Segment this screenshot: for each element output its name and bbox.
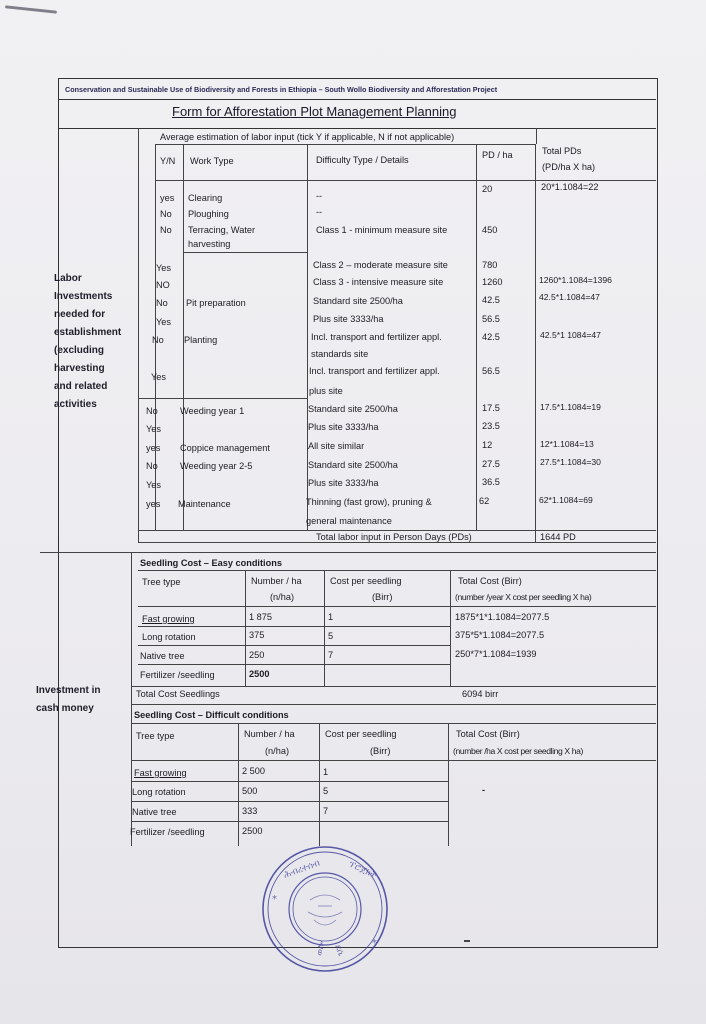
pen-mark — [5, 5, 57, 13]
labor-side-divider — [138, 128, 139, 542]
easy-row-line — [138, 626, 450, 627]
total-col-line — [535, 144, 536, 542]
total-pds-header: Total PDs — [542, 146, 582, 156]
cash-side-label: Investment in cash money — [36, 685, 101, 714]
planting-bottom-line — [138, 398, 307, 399]
easy-cost-header: Cost per seedling — [330, 576, 402, 586]
labor-side-label: Labor Investments needed for establishment (excluding harvesting and related activities — [54, 273, 122, 410]
pd-col-line — [476, 144, 477, 530]
difficult-total-subheader: (number /ha X cost per seedling X ha) — [453, 746, 583, 756]
cash-section-top — [40, 552, 656, 553]
project-header: Conservation and Sustainable Use of Biodiversity and Forests in Ethiopia – South Wollo Biodiversity and Afforestation Project — [58, 80, 656, 100]
easy-total-header: Total Cost (Birr) — [458, 576, 522, 586]
easy-total-value: 6094 birr — [462, 689, 499, 699]
caption-line — [155, 144, 536, 145]
difficult-row-line — [131, 781, 448, 782]
difficult-cost-subheader: (Birr) — [370, 746, 391, 756]
easy-total-bottom — [131, 704, 656, 705]
easy-row-line — [138, 664, 450, 665]
svg-text:ሕብረተሰብ: ሕብረተሰብ — [282, 858, 322, 881]
details-col-line — [307, 144, 308, 530]
document-page: Conservation and Sustainable Use of Biodiversity and Forests in Ethiopia – South Wollo Biodiversity and Afforestation Project Form for Afforestation Plot Management Planning Labor Investments needed for establishment (excluding harvesting and related activities Average estimation of labor input (tick Y if applicable, N if not applicable) Y/N Work Type Difficulty Type / Details PD / ha Total PDs (PD/ha X ha) 20 20*1.1084=22 yes Clearing -- No Ploughing -- No Terracing, Water Class 1 - minimum measure site 450 harvesting Yes Class 2 – moderate measure site 780 NO Class 3 - intensive measure site 1260 1260*1.1084=1396 No Pit preparation Standard site 2500/ha 42.5 42.5*1.1084=47 Yes Plus site 3333/ha 56.5 No Planting Incl. transport and fertilizer appl. 42.5 42.5*1 1084=47 standards site Yes Incl. transport and fertilizer appl. 56.5 plus site No Weeding year 1 Standard site 2500/ha 17.5 17.5*1.1084=19 Yes Plus site 3333/ha 23.5 yes Coppice management All site similar 12 12*1.1084=13 No Weeding year 2-5 Standard site 2500/ha 27.5 27.5*1.1084=30 Yes Plus site 3333/ha 36.5 yes Maintenance Thinning (fast grow), pruning & 62 62*1.1084=69 general maintenance Total labor input in Person Days (PDs) 1644 PD Investment in cash money Seedling Cost – Easy conditions Tree type Number / ha (n/ha) Cost per seedling (Birr) Total Cost (Birr) (number /year X cost per seedling X ha) Fast growing 1 875 1 1875*1*1.1084=2077.5 Long rotation 375 5 375*5*1.1084=2077.5 Native tree 250 7 250*7*1.1084=1939 Fertilizer /seedling 2500 Total Cost Seedlings 6094 birr Seedling Cost – Difficult conditions Tree type Number / ha (n/ha) Cost per seedling (Birr) Total Cost (Birr) (number /ha X cost per seedling X ha) Fast growing 2 500 1 Long rotation 500 5 - Native tree 333 7 Fertilizer /seedling 2500 ሕብረተሰብ ፕሮጀክት ደሴ ወሎ * * — [0, 0, 706, 1024]
yn-header: Y/N — [160, 156, 176, 166]
easy-tree-type-header: Tree type — [142, 577, 181, 587]
easy-number-col — [245, 570, 246, 686]
easy-cost-col — [324, 570, 325, 686]
svg-text:ፕሮጀክት: ፕሮጀክት — [347, 859, 378, 881]
header-bottom-line — [155, 180, 656, 181]
labor-caption: Average estimation of labor input (tick Y if applicable, N if not applicable) — [160, 132, 455, 142]
difficulty-header: Difficulty Type / Details — [316, 155, 409, 165]
total-pds-subheader: (PD/ha X ha) — [542, 162, 596, 172]
labor-total-value: 1644 PD — [540, 532, 576, 542]
svg-text:*: * — [372, 938, 377, 949]
labor-table-bottom — [138, 530, 656, 531]
terracing-underline — [183, 252, 307, 253]
easy-total-line — [131, 686, 656, 687]
work-type-header: Work Type — [190, 156, 234, 166]
svg-text:ደሴ: ደሴ — [332, 943, 346, 958]
difficult-number-subheader: (n/ha) — [265, 746, 290, 756]
easy-number-header: Number / ha — [251, 576, 302, 586]
difficult-seedling-title: Seedling Cost – Difficult conditions — [134, 710, 289, 720]
easy-title-line — [138, 570, 656, 571]
difficult-tree-type-header: Tree type — [136, 731, 175, 741]
difficult-total-header: Total Cost (Birr) — [456, 729, 520, 739]
easy-header-line — [138, 606, 656, 607]
difficult-total-col — [448, 723, 449, 846]
pd-per-ha-header: PD / ha — [482, 150, 513, 160]
labor-total-label: Total labor input in Person Days (PDs) — [316, 532, 472, 542]
official-stamp-seal — [258, 842, 392, 976]
difficult-number-col — [238, 723, 239, 846]
form-title: Form for Afforestation Plot Management Planning — [172, 104, 457, 119]
difficult-row-line — [131, 801, 448, 802]
difficult-number-header: Number / ha — [244, 729, 295, 739]
difficult-cost-col — [319, 723, 320, 846]
difficult-row-line — [131, 821, 448, 822]
easy-row-line — [138, 645, 450, 646]
difficult-cost-header: Cost per seedling — [325, 729, 397, 739]
easy-cost-subheader: (Birr) — [372, 592, 393, 602]
title-divider — [58, 128, 656, 129]
stray-pen-mark — [464, 940, 470, 942]
difficult-title-line — [131, 723, 656, 724]
easy-total-label: Total Cost Seedlings — [136, 689, 220, 699]
svg-text:*: * — [272, 894, 277, 905]
easy-total-subheader: (number /year X cost per seedling X ha) — [455, 592, 592, 602]
total-left — [138, 530, 139, 542]
svg-text:ወሎ: ወሎ — [314, 940, 328, 957]
difficult-header-line — [131, 760, 656, 761]
easy-seedling-title: Seedling Cost – Easy conditions — [140, 558, 282, 568]
caption-end-line — [536, 128, 537, 144]
easy-number-subheader: (n/ha) — [270, 592, 295, 602]
easy-total-col — [450, 570, 451, 686]
